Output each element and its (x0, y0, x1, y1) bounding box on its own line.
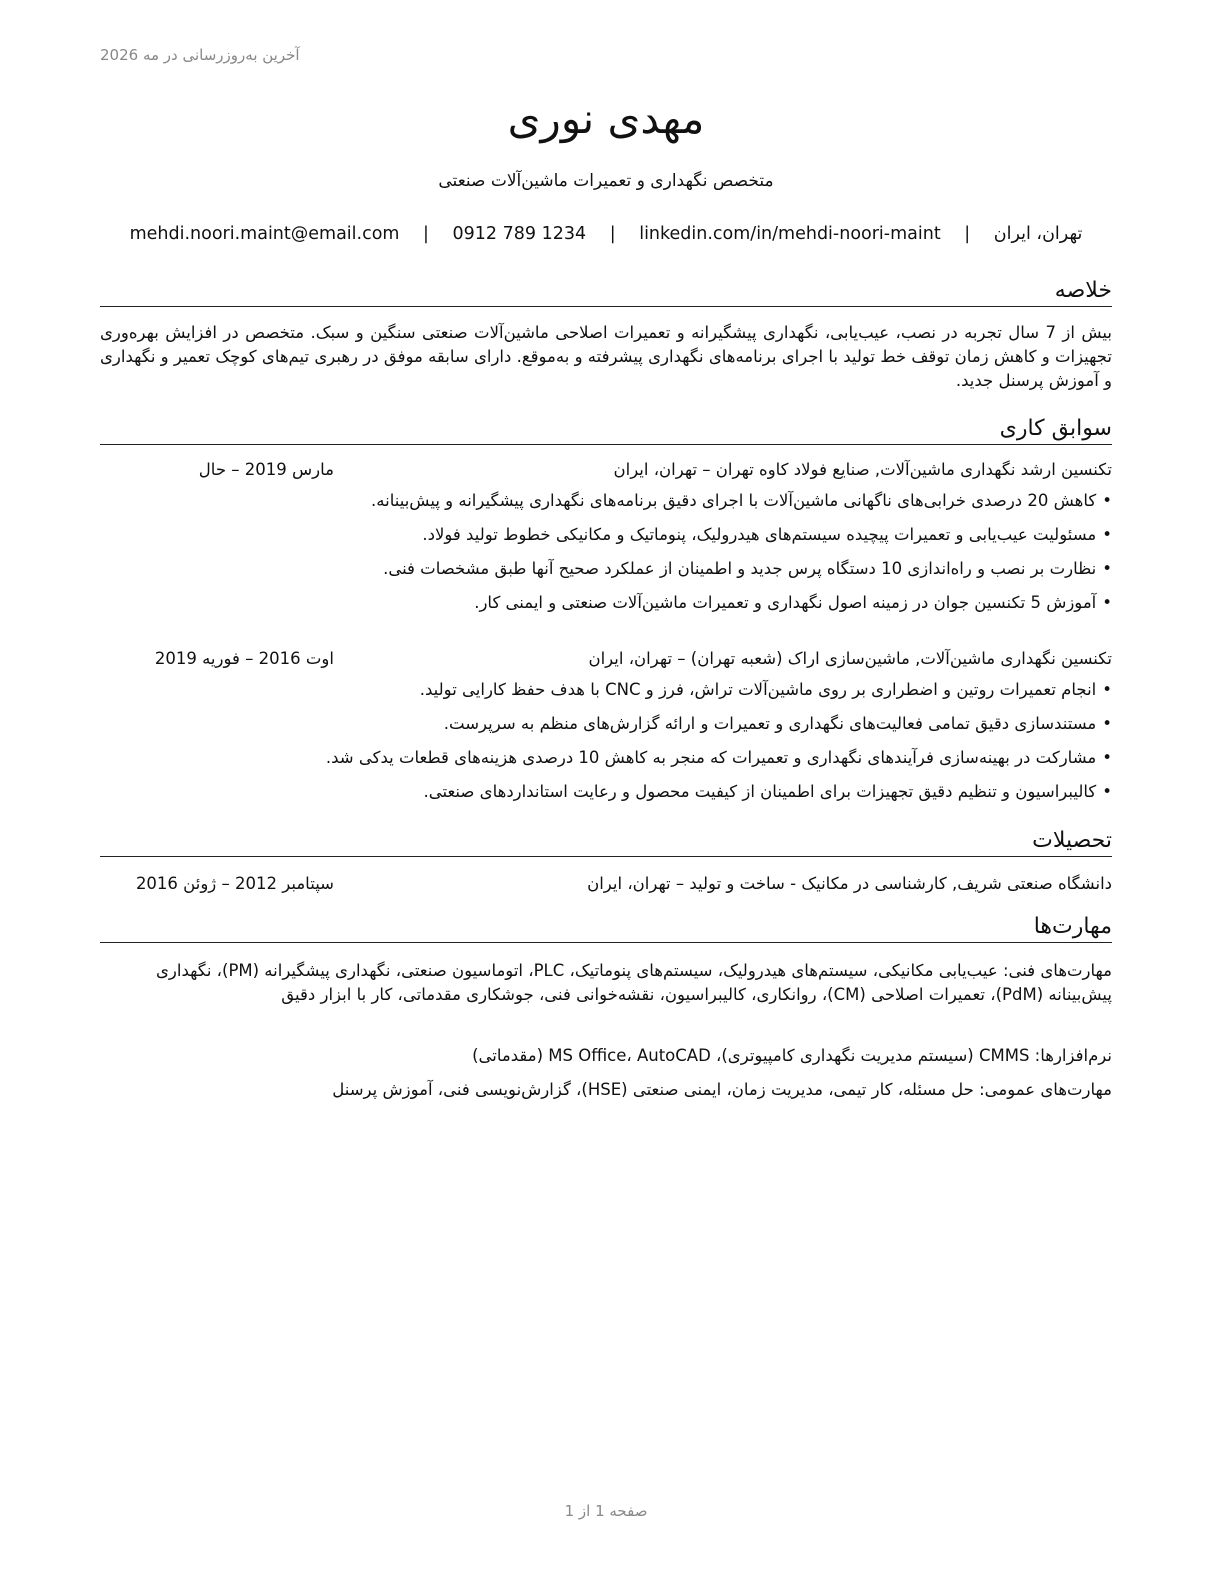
job-role: تکنسین ارشد نگهداری ماشین‌آلات, صنایع فولاد کاوه تهران – تهران، ایران (613, 460, 1112, 479)
list-item: • نظارت بر نصب و راه‌اندازی 10 دستگاه پرس جدید و اطمینان از عملکرد صحیح آنها طبق مشخصات فنی. (100, 552, 1112, 586)
list-item: • مشارکت در بهینه‌سازی فرآیندهای نگهداری و تعمیرات که منجر به کاهش 10 درصدی هزینه‌های قطعات یدکی شد. (100, 741, 1112, 775)
job-bullets (100, 484, 1112, 620)
candidate-name: مهدی نوری (507, 94, 705, 143)
list-item: • آموزش 5 تکنسین جوان در زمینه اصول نگهداری و تعمیرات ماشین‌آلات صنعتی و ایمنی کار. (100, 586, 1112, 620)
job-header (100, 457, 1112, 483)
list-item: • انجام تعمیرات روتین و اضطراری بر روی ماشین‌آلات تراش، فرز و CNC با هدف حفظ کارایی تولید. (100, 673, 1112, 707)
list-item: • کاهش 20 درصدی خرابی‌های ناگهانی ماشین‌آلات با اجرای دقیق برنامه‌های نگهداری پیشگیرانه و پیش‌بینانه. (100, 484, 1112, 518)
contact-separator: | (423, 224, 429, 244)
education-dates: سپتامبر 2012 – ژوئن 2016 (135, 874, 334, 893)
education-line: دانشگاه صنعتی شریف, کارشناسی در مکانیک - ساخت و تولید – تهران، ایران (587, 874, 1112, 893)
skills-technical: مهارت‌های فنی: عیب‌یابی مکانیکی، سیستم‌های هیدرولیک، سیستم‌های پنوماتیک، PLC، اتوماسیون صنعتی، نگهداری پیشگیرانه (PM)، نگهداری پیش‌بینانه (PdM)، تعمیرات اصلاحی (CM)، روانکاری، کالیبراسیون، نقشه‌خوانی فنی، جوشکاری مقدماتی، کار با ابزار دقیق (155, 961, 1112, 1004)
list-item: • مسئولیت عیب‌یابی و تعمیرات پیچیده سیستم‌های هیدرولیک، پنوماتیک و مکانیکی خطوط تولید فولاد. (100, 518, 1112, 552)
summary-heading: خلاصه (100, 276, 1112, 307)
skills-general: مهارت‌های عمومی: حل مسئله، کار تیمی، مدیریت زمان، ایمنی صنعتی (HSE)، گزارش‌نویسی فنی، آموزش پرسنل (332, 1080, 1112, 1099)
summary-text: بیش از 7 سال تجربه در نصب، عیب‌یابی، نگهداری پیشگیرانه و تعمیرات اصلاحی ماشین‌آلات صنعتی سنگین و سبک. متخصص در افزایش بهره‌وری تجهیزات و کاهش زمان توقف خط تولید با اجرای برنامه‌های نگهداری پیشرفته و به‌موقع. دارای سابقه موفق در رهبری تیم‌های کوچک تعمیر و نگهداری و آموزش پرسنل جدید. (100, 323, 1112, 390)
contact-separator: | (964, 224, 971, 244)
job-dates: مارس 2019 – حال (198, 460, 334, 479)
contact-email[interactable]: mehdi.noori.maint@email.com (129, 224, 400, 244)
education-heading: تحصیلات (100, 826, 1112, 857)
contact-phone: 0912 789 1234 (452, 224, 587, 244)
list-item: • مستندسازی دقیق تمامی فعالیت‌های نگهداری و تعمیرات و ارائه گزارش‌های منظم به سرپرست. (100, 707, 1112, 741)
contact-separator: | (609, 224, 616, 244)
skills-heading: مهارت‌ها (100, 912, 1112, 943)
job-role: تکنسین نگهداری ماشین‌آلات, ماشین‌سازی اراک (شعبه تهران) – تهران، ایران (588, 649, 1112, 668)
candidate-title: متخصص نگهداری و تعمیرات ماشین‌آلات صنعتی (438, 171, 774, 191)
resume-page (100, 0, 1112, 1584)
last-updated: آخرین به‌روزرسانی در مه 2026 (100, 46, 300, 64)
contact-line (100, 224, 1112, 244)
job-bullets (100, 673, 1112, 809)
job-header (100, 646, 1112, 672)
page-number: صفحه 1 از 1 (564, 1502, 648, 1520)
list-item: • کالیبراسیون و تنظیم دقیق تجهیزات برای اطمینان از کیفیت محصول و رعایت استانداردهای صنعتی. (100, 775, 1112, 809)
experience-heading: سوابق کاری (100, 414, 1112, 445)
contact-linkedin[interactable]: linkedin.com/in/mehdi-noori-maint (639, 224, 941, 244)
skills-software: نرم‌افزارها: CMMS (سیستم مدیریت نگهداری کامپیوتری)، MS Office، AutoCAD (مقدماتی) (472, 1046, 1112, 1065)
contact-location: تهران، ایران (993, 224, 1083, 244)
job-dates: اوت 2016 – فوریه 2019 (154, 649, 334, 668)
education-row (100, 871, 1112, 897)
